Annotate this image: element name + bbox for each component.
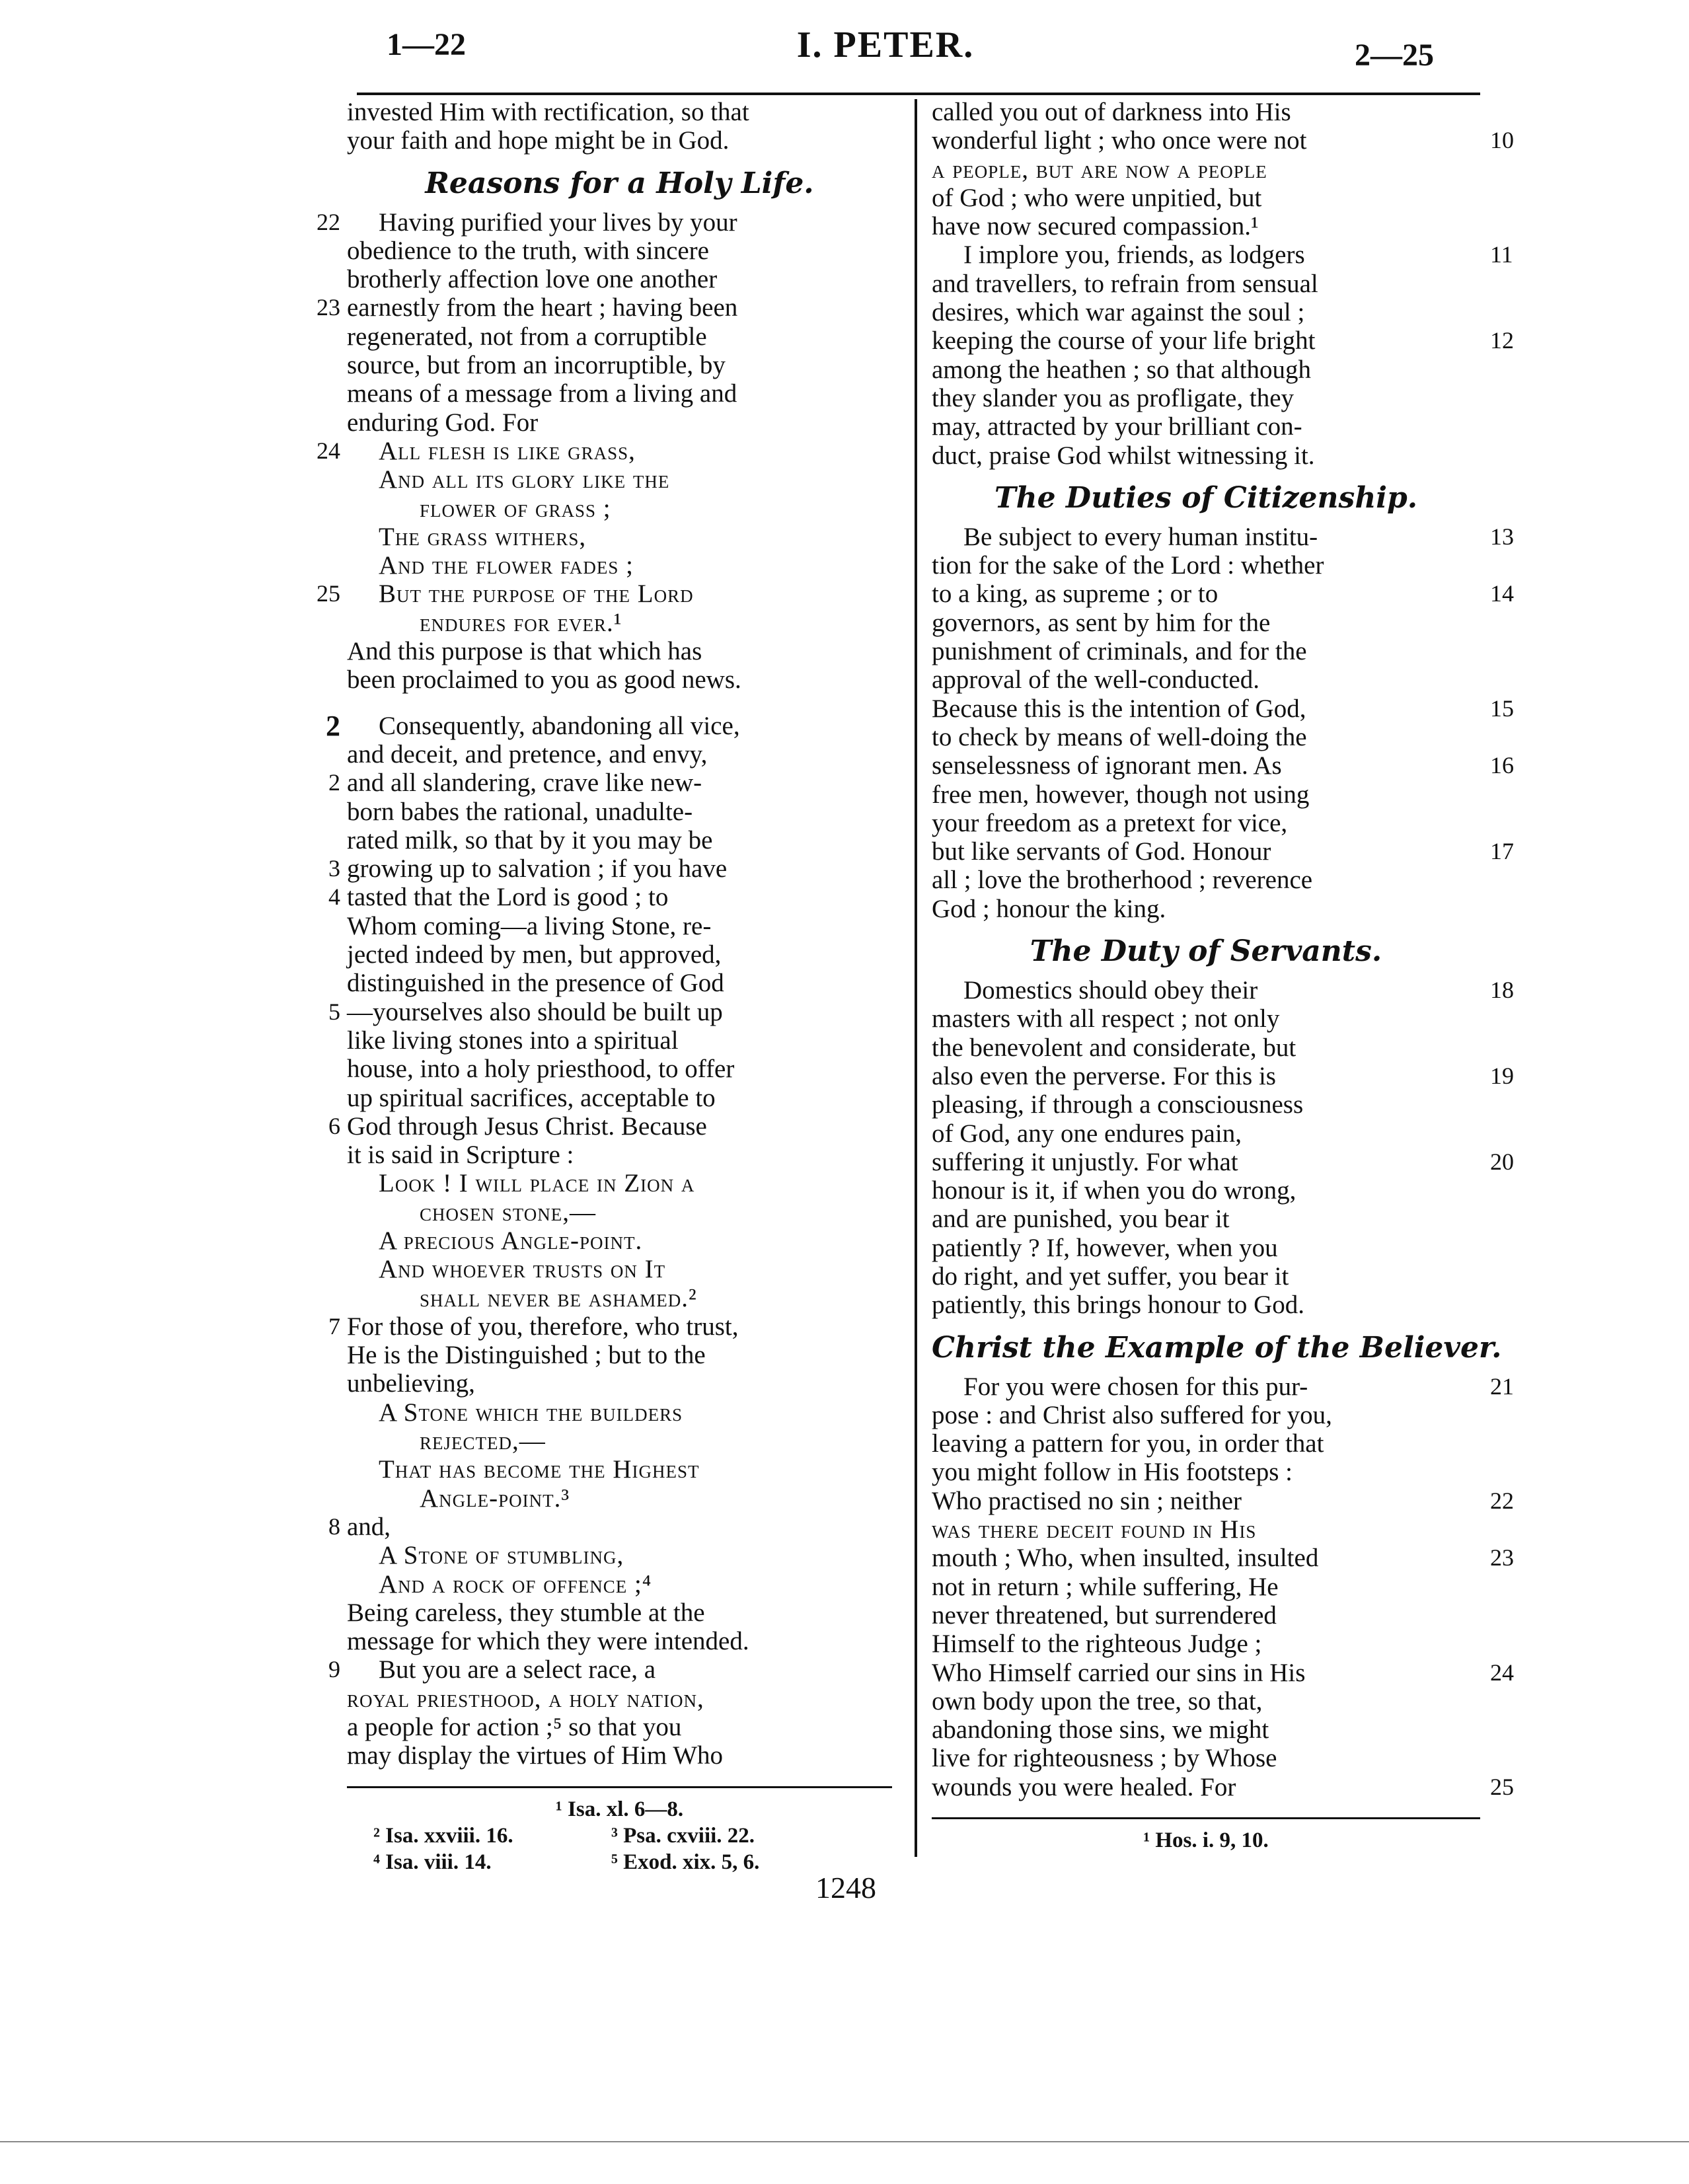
line-text: The grass withers,: [379, 522, 587, 551]
line-text: to check by means of well-doing the: [932, 722, 1307, 751]
text-line: [932, 326, 1514, 356]
text-line: [932, 1658, 1514, 1687]
text-line: [932, 384, 1480, 412]
text-line: [347, 523, 892, 551]
line-text: it is said in Scripture :: [347, 1141, 574, 1170]
verse-number: 15: [1490, 695, 1514, 722]
line-text: patiently ? If, however, when you: [932, 1233, 1278, 1262]
line-text: rated milk, so that by it you may be: [347, 825, 713, 854]
text-line: [932, 356, 1480, 384]
text-line: [932, 580, 1514, 609]
line-text: endures for ever.¹: [420, 608, 622, 637]
text-line: [347, 1713, 892, 1741]
text-line: [932, 1687, 1480, 1715]
text-line: [932, 1262, 1480, 1291]
line-text: governors, as sent by him for the: [932, 608, 1271, 637]
footnote: ⁴ Isa. viii. 14.: [373, 1850, 492, 1874]
text-line: [347, 1198, 892, 1226]
section-heading: Christ the Example of the Believer.: [932, 1330, 1502, 1365]
text-line: [347, 1570, 892, 1599]
line-text: pose : and Christ also suffered for you,: [932, 1400, 1332, 1429]
text-line: [317, 293, 892, 322]
text-line: [932, 441, 1480, 470]
text-line: [347, 665, 892, 694]
line-text: live for righteousness ; by Whose: [932, 1744, 1277, 1773]
text-line: [347, 1427, 892, 1455]
line-text: regenerated, not from a corruptible: [347, 322, 707, 351]
line-text: source, but from an incorruptible, by: [347, 351, 726, 380]
line-text: may display the virtues of Him Who: [347, 1741, 724, 1770]
text-line: [347, 740, 892, 769]
line-text: born babes the rational, unadulte-: [347, 797, 693, 826]
text-line: [347, 465, 892, 494]
right-column: [932, 98, 1514, 1854]
left-column: [317, 98, 892, 1875]
text-line: [932, 1372, 1514, 1401]
line-text: That has become the Highest: [379, 1455, 700, 1484]
text-line: [347, 494, 892, 523]
running-head-title: I. PETER.: [796, 24, 975, 65]
line-text: all ; love the brotherhood ; reverence: [932, 866, 1313, 895]
text-line: [347, 826, 892, 854]
column-divider: [915, 99, 917, 1857]
text-line: [347, 1226, 892, 1255]
text-line: [347, 237, 892, 265]
text-line: [932, 1034, 1480, 1062]
paragraph-gap: [347, 695, 892, 712]
line-text: brotherly affection love one another: [347, 265, 718, 294]
line-text: Having purified your lives by your: [379, 207, 737, 237]
text-line: [932, 1176, 1480, 1205]
line-text: Look ! I will place in Zion a: [379, 1169, 695, 1198]
verse-number: 4: [328, 884, 340, 911]
text-line: [328, 1312, 892, 1341]
text-line: [347, 912, 892, 940]
line-text: For those of you, therefore, who trust,: [347, 1312, 739, 1341]
verse-number: 23: [317, 294, 340, 321]
line-text: shall never be ashamed.²: [420, 1283, 697, 1312]
line-text: pleasing, if through a consciousness: [932, 1090, 1304, 1119]
header-rule: [357, 93, 1480, 95]
line-text: enduring God. For: [347, 408, 539, 437]
line-text: He is the Distinguished ; but to the: [347, 1341, 706, 1370]
text-line: [317, 207, 892, 237]
line-text: was there deceit found in His: [932, 1515, 1257, 1544]
text-line: [932, 98, 1480, 126]
line-text: suffering it unjustly. For what: [932, 1147, 1238, 1176]
text-line: [347, 798, 892, 826]
text-line: [932, 1205, 1480, 1233]
verse-number: 2: [328, 769, 340, 796]
line-text: you might follow in His footsteps :: [932, 1458, 1293, 1487]
text-line: [932, 1061, 1514, 1090]
text-line: [347, 551, 892, 580]
text-line: [932, 665, 1480, 694]
text-line: [932, 895, 1480, 923]
text-line: [347, 1484, 892, 1513]
text-line: [932, 184, 1480, 212]
text-line: [317, 580, 892, 609]
verse-number: 7: [328, 1312, 340, 1339]
line-text: chosen stone,—: [420, 1197, 597, 1226]
section-heading: The Duty of Servants.: [1030, 934, 1382, 969]
line-text: distinguished in the presence of God: [347, 969, 724, 998]
line-text: tasted that the Lord is good ; to: [347, 883, 669, 912]
text-line: [347, 1369, 892, 1398]
text-line: [328, 883, 892, 912]
text-line: [347, 609, 892, 637]
text-line: [932, 270, 1480, 298]
line-text: of God ; who were unpitied, but: [932, 183, 1262, 212]
line-text: wonderful light ; who once were not: [932, 126, 1307, 155]
line-text: of God, any one endures pain,: [932, 1119, 1242, 1148]
text-line: [932, 1291, 1480, 1319]
line-text: a people, but are now a people: [932, 155, 1267, 184]
line-text: And whoever trusts on It: [379, 1255, 666, 1284]
verse-number: 6: [328, 1112, 340, 1139]
line-text: A Stone of stumbling,: [379, 1541, 624, 1570]
section-heading: Reasons for a Holy Life.: [425, 166, 814, 200]
text-line: [932, 1147, 1514, 1176]
text-line: [347, 1398, 892, 1427]
text-line: [328, 769, 892, 798]
text-line: [347, 1541, 892, 1569]
text-line: [347, 126, 892, 155]
text-line: [932, 1515, 1480, 1544]
text-line: [347, 351, 892, 379]
verse-number: 23: [1490, 1544, 1514, 1571]
text-line: [932, 976, 1514, 1005]
text-line: [932, 837, 1514, 866]
line-text: also even the perverse. For this is: [932, 1061, 1276, 1090]
text-line: [932, 1573, 1480, 1601]
line-text: the benevolent and considerate, but: [932, 1033, 1296, 1062]
text-line: [347, 1141, 892, 1169]
line-text: and,: [347, 1512, 391, 1541]
verse-number: 11: [1490, 241, 1513, 268]
footnote: ¹ Isa. xl. 6—8.: [555, 1797, 684, 1821]
text-line: [347, 1455, 892, 1484]
verse-number: 20: [1490, 1148, 1514, 1175]
line-text: Who Himself carried our sins in His: [932, 1658, 1306, 1687]
text-line: [932, 1544, 1514, 1573]
text-line: [347, 1284, 892, 1312]
verse-number: 16: [1490, 752, 1514, 779]
line-text: house, into a holy priesthood, to offer: [347, 1055, 735, 1084]
text-line: [932, 412, 1480, 441]
text-line: [932, 1458, 1480, 1486]
verse-number: 13: [1490, 523, 1514, 550]
line-text: up spiritual sacrifices, acceptable to: [347, 1083, 716, 1112]
line-text: royal priesthood, a holy nation,: [347, 1684, 704, 1713]
line-text: but like servants of God. Honour: [932, 837, 1271, 866]
line-text: A precious Angle-point.: [379, 1226, 643, 1255]
text-line: [932, 1090, 1480, 1119]
line-text: tion for the sake of the Lord : whether: [932, 551, 1324, 580]
line-text: And all its glory like the: [379, 465, 670, 494]
text-line: [347, 1084, 892, 1112]
line-text: may, attracted by your brilliant con-: [932, 412, 1302, 441]
line-text: Because this is the intention of God,: [932, 694, 1306, 723]
verse-number: 10: [1490, 127, 1514, 154]
text-line: [932, 1401, 1480, 1429]
line-text: Whom coming—a living Stone, re-: [347, 911, 712, 940]
line-text: duct, praise God whilst witnessing it.: [932, 441, 1315, 470]
line-text: have now secured compassion.¹: [932, 212, 1259, 241]
text-line: [932, 155, 1480, 184]
text-line: [326, 709, 892, 742]
verse-number: 3: [328, 855, 340, 882]
text-line: [932, 551, 1480, 580]
scan-edge-line: [0, 2141, 1689, 2142]
line-text: I implore you, friends, as lodgers: [963, 241, 1305, 270]
text-line: [932, 1630, 1480, 1658]
footnote-rule-left: [347, 1786, 892, 1788]
text-line: [347, 969, 892, 997]
text-line: [932, 126, 1514, 155]
line-text: and all slandering, crave like new-: [347, 769, 702, 798]
line-text: leaving a pattern for you, in order that: [932, 1429, 1324, 1458]
line-text: flower of grass ;: [420, 494, 611, 523]
line-text: invested Him with rectification, so that: [347, 98, 749, 126]
verse-number: 25: [317, 580, 340, 607]
line-text: abandoning those sins, we might: [932, 1715, 1269, 1745]
text-line: [317, 436, 892, 465]
line-text: patiently, this brings honour to God.: [932, 1291, 1305, 1320]
line-text: desires, which war against the soul ;: [932, 298, 1305, 327]
line-text: your faith and hope might be in God.: [347, 126, 730, 155]
footnote: ¹ Hos. i. 9, 10.: [1143, 1828, 1269, 1853]
running-head-right: 2—25: [1355, 38, 1434, 73]
verse-number: 5: [328, 998, 340, 1025]
verse-number: 9: [328, 1656, 340, 1683]
footnote-rule-right: [932, 1817, 1480, 1819]
line-text: honour is it, if when you do wrong,: [932, 1176, 1296, 1205]
line-text: message for which they were intended.: [347, 1627, 749, 1656]
verse-number: 8: [328, 1513, 340, 1540]
text-line: [932, 212, 1480, 241]
line-text: senselessness of ignorant men. As: [932, 751, 1282, 780]
line-text: jected indeed by men, but approved,: [347, 940, 722, 969]
text-line: [328, 1512, 892, 1541]
line-text: do right, and yet suffer, you bear it: [932, 1261, 1289, 1291]
line-text: keeping the course of your life bright: [932, 326, 1316, 356]
line-text: been proclaimed to you as good news.: [347, 665, 741, 695]
line-text: Angle-point.³: [420, 1484, 570, 1513]
left-column-text: [317, 98, 892, 1770]
text-line: [932, 522, 1514, 551]
text-line: [932, 1234, 1480, 1262]
text-line: [932, 751, 1514, 780]
line-text: a people for action ;⁵ so that you: [347, 1713, 682, 1742]
line-text: But the purpose of the Lord: [379, 580, 694, 609]
line-text: Consequently, abandoning all vice,: [379, 711, 740, 740]
text-line: [932, 1715, 1480, 1744]
text-line: [328, 1655, 892, 1684]
verse-number: 19: [1490, 1062, 1514, 1089]
line-text: A Stone which the builders: [379, 1398, 683, 1427]
line-text: not in return ; while suffering, He: [932, 1572, 1279, 1601]
text-line: [347, 322, 892, 351]
line-text: rejected,—: [420, 1427, 546, 1456]
text-line: [932, 1429, 1480, 1458]
line-text: Be subject to every human institu-: [963, 522, 1318, 551]
line-text: God through Jesus Christ. Because: [347, 1111, 707, 1141]
line-text: —yourselves also should be built up: [347, 997, 723, 1026]
line-text: obedience to the truth, with sincere: [347, 236, 709, 265]
line-text: they slander you as profligate, they: [932, 383, 1294, 412]
line-text: your freedom as a pretext for vice,: [932, 808, 1288, 837]
verse-number: 22: [317, 208, 340, 235]
text-line: [932, 1601, 1480, 1630]
text-line: [347, 1026, 892, 1055]
text-line: [932, 1486, 1514, 1515]
verse-number: 14: [1490, 580, 1514, 607]
line-text: and travellers, to refrain from sensual: [932, 269, 1318, 298]
line-text: wounds you were healed. For: [932, 1772, 1236, 1801]
verse-number: 25: [1490, 1773, 1514, 1800]
verse-number: 21: [1490, 1373, 1514, 1400]
line-text: And the flower fades ;: [379, 551, 634, 580]
line-text: growing up to salvation ; if you have: [347, 854, 728, 884]
line-text: For you were chosen for this pur-: [963, 1372, 1308, 1401]
line-text: mouth ; Who, when insulted, insulted: [932, 1544, 1319, 1573]
text-line: [932, 780, 1480, 809]
text-line: [347, 98, 892, 126]
text-line: [347, 1341, 892, 1369]
line-text: And a rock of offence ;⁴: [379, 1569, 652, 1599]
line-text: approval of the well-conducted.: [932, 665, 1259, 695]
verse-number: 24: [317, 437, 340, 464]
chapter-number: 2: [326, 709, 340, 742]
line-text: earnestly from the heart ; having been: [347, 293, 738, 322]
line-text: Who practised no sin ; neither: [932, 1486, 1242, 1515]
text-line: [328, 854, 892, 884]
verse-number: 22: [1490, 1487, 1514, 1514]
running-head-left: 1—22: [387, 27, 466, 62]
text-line: [932, 1004, 1480, 1033]
line-text: Himself to the righteous Judge ;: [932, 1630, 1262, 1659]
text-line: [347, 379, 892, 408]
line-text: masters with all respect ; not only: [932, 1004, 1280, 1034]
text-line: [347, 1684, 892, 1713]
line-text: among the heathen ; so that although: [932, 355, 1312, 384]
line-text: means of a message from a living and: [347, 379, 737, 408]
verse-number: 18: [1490, 977, 1514, 1004]
line-text: unbelieving,: [347, 1369, 475, 1398]
line-text: God ; honour the king.: [932, 894, 1166, 923]
text-line: [932, 298, 1480, 326]
text-line: [347, 1599, 892, 1627]
text-line: [932, 637, 1480, 665]
text-line: [932, 723, 1480, 751]
section-heading: The Duties of Citizenship.: [994, 480, 1418, 515]
footnote-row: [347, 1823, 892, 1849]
line-text: like living stones into a spiritual: [347, 1026, 679, 1055]
text-line: [932, 694, 1514, 723]
text-line: [932, 609, 1480, 637]
text-line: [347, 1627, 892, 1655]
text-line: [932, 1772, 1514, 1801]
right-column-text: [932, 98, 1514, 1801]
line-text: Being careless, they stumble at the: [347, 1598, 705, 1627]
text-line: [347, 637, 892, 665]
text-line: [932, 1744, 1480, 1772]
verse-number: 17: [1490, 838, 1514, 865]
text-line: [347, 1055, 892, 1083]
text-line: [347, 408, 892, 437]
text-line: [347, 265, 892, 293]
text-line: [347, 1255, 892, 1283]
footnote: ² Isa. xxviii. 16.: [373, 1823, 513, 1848]
line-text: called you out of darkness into His: [932, 98, 1291, 126]
footnote: ⁵ Exod. xix. 5, 6.: [611, 1850, 760, 1874]
line-text: and deceit, and pretence, and envy,: [347, 739, 708, 769]
text-line: [328, 997, 892, 1026]
verse-number: 12: [1490, 327, 1514, 354]
line-text: punishment of criminals, and for the: [932, 637, 1307, 666]
line-text: own body upon the tree, so that,: [932, 1686, 1263, 1715]
text-line: [347, 1169, 892, 1197]
line-text: never threatened, but surrendered: [932, 1600, 1277, 1630]
text-line: [932, 1119, 1480, 1148]
line-text: Domestics should obey their: [963, 976, 1258, 1005]
line-text: free men, however, though not using: [932, 780, 1310, 809]
line-text: to a king, as supreme ; or to: [932, 580, 1219, 609]
text-line: [347, 1741, 892, 1770]
line-text: And this purpose is that which has: [347, 637, 702, 666]
page-number: 1248: [815, 1871, 876, 1904]
text-line: [932, 241, 1513, 270]
text-line: [932, 809, 1480, 837]
footnote: ³ Psa. cxviii. 22.: [611, 1823, 755, 1848]
verse-number: 24: [1490, 1659, 1514, 1686]
text-line: [347, 940, 892, 969]
line-text: All flesh is like grass,: [379, 436, 636, 465]
text-line: [932, 866, 1480, 894]
line-text: and are punished, you bear it: [932, 1205, 1230, 1234]
text-line: [328, 1111, 892, 1141]
line-text: But you are a select race, a: [379, 1655, 656, 1684]
